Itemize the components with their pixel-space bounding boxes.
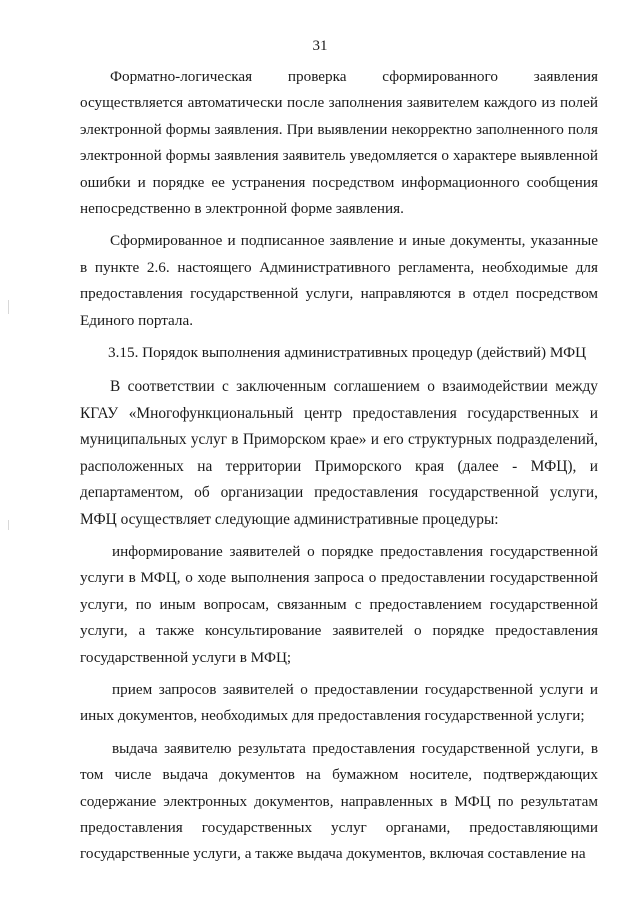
- document-body: [80, 64, 598, 868]
- page-number: 31: [312, 38, 328, 54]
- list-item-receiving-requests: прием запросов заявителей о предоставлении государственной услуги и иных документов, необходимых для предоставления государственной услуги;: [80, 680, 598, 725]
- section-heading-3-15: 3.15. Порядок выполнения административных процедур (действий) МФЦ: [108, 344, 587, 362]
- scan-edge-mark: [8, 520, 9, 530]
- paragraph-mfc-agreement: В соответствии с заключенным соглашением о взаимодействии между КГАУ «Многофункциональный центр предоставления государственных и муниципальных услуг в Приморском крае» и его структурных подразделений, расположенных на территории Приморского края (далее - МФЦ), и департаментом, об организации предоставления государственной услуги, МФЦ осуществляет следующие административные процедуры:: [80, 378, 598, 528]
- list-item-issuing-results: выдача заявителю результата предоставления государственной услуги, в том числе выдача документов на бумажном носителе, подтверждающих содержание электронных документов, направленных в МФЦ по результатам предоставления государственных услуг органами, предоставляющими государственные услуги, а также выдача документов, включая составление на: [80, 739, 598, 863]
- list-item-informing: информирование заявителей о порядке предоставления государственной услуги в МФЦ, о ходе выполнения запроса о предоставлении государственной услуги, по иным вопросам, связанным с предоставлением государственной услуги, а также консультирование заявителей о порядке предоставления государственной услуги в МФЦ;: [80, 542, 598, 666]
- paragraph-submitted-application: Сформированное и подписанное заявление и иные документы, указанные в пункте 2.6. настоящего Административного регламента, необходимые для предоставления государственной услуги, направляются в отдел посредством Единого портала.: [80, 232, 598, 329]
- paragraph-format-check: Форматно-логическая проверка сформированного заявления осуществляется автоматически после заполнения заявителем каждого из полей электронной формы заявления. При выявлении некорректно заполненного поля электронной формы заявления заявитель уведомляется о характере выявленной ошибки и порядке ее устранения посредством информационного сообщения непосредственно в электронной форме заявления.: [80, 68, 598, 218]
- scan-edge-mark: [8, 300, 9, 314]
